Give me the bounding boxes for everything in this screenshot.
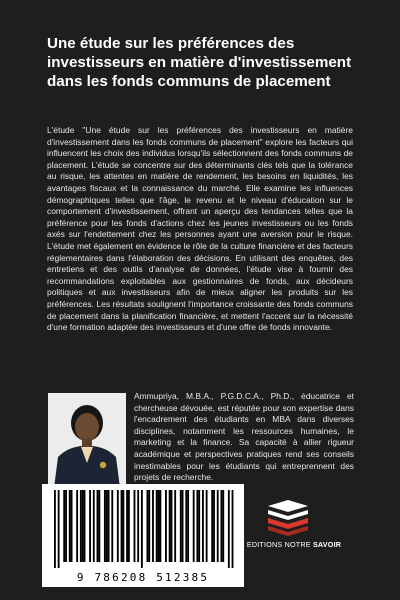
barcode-bar bbox=[71, 490, 73, 562]
barcode-bar bbox=[185, 490, 187, 562]
barcode-bar bbox=[165, 490, 167, 562]
barcode-bar bbox=[126, 490, 128, 562]
author-bio: Ammupriya, M.B.A., P.G.D.C.A., Ph.D., éducatrice et chercheuse dévouée, est réputée pour son expertise dans l'encadrement des étudiants en MBA dans diverses disciplines, notamment les ressources humaines, le marketing et la finance. Sa capacité à allier rigueur académique et perspectives pratiques rend ses conseils inestimables pour les étudiants qui entreprennent des projets de recherche. bbox=[134, 391, 354, 483]
barcode-bar bbox=[193, 490, 195, 562]
author-photo bbox=[48, 393, 126, 488]
barcode-bar bbox=[158, 490, 160, 562]
barcode-bar bbox=[222, 490, 224, 562]
barcode-icon bbox=[42, 484, 244, 568]
barcode-bar bbox=[137, 490, 139, 562]
barcode-bar bbox=[232, 490, 234, 568]
barcode-bar bbox=[93, 490, 95, 562]
barcode-bar bbox=[206, 490, 208, 562]
barcode-bar bbox=[134, 490, 136, 562]
barcode-bar bbox=[65, 490, 67, 562]
barcode-bar bbox=[198, 490, 200, 562]
barcode-bar bbox=[58, 490, 60, 568]
barcode-bar bbox=[180, 490, 182, 562]
barcode-bar bbox=[121, 490, 123, 562]
barcode-bar bbox=[152, 490, 154, 562]
barcode-bar bbox=[148, 490, 150, 562]
barcode-bar bbox=[80, 490, 82, 562]
barcode-bar bbox=[63, 490, 65, 562]
barcode-bar bbox=[117, 490, 119, 562]
isbn-barcode bbox=[42, 484, 244, 587]
barcode-bar bbox=[156, 490, 158, 562]
barcode-bar bbox=[174, 490, 176, 562]
barcode-bar bbox=[147, 490, 149, 562]
barcode-bar bbox=[108, 490, 110, 562]
barcode-bar bbox=[106, 490, 108, 562]
publisher-prefix: EDITIONS NOTRE bbox=[246, 540, 311, 549]
publisher-name bbox=[244, 540, 344, 549]
barcode-bar bbox=[97, 490, 99, 562]
barcode-bar bbox=[111, 490, 113, 562]
barcode-bar bbox=[98, 490, 100, 562]
barcode-bar bbox=[196, 490, 198, 562]
publisher-brand: SAVOIR bbox=[312, 540, 342, 549]
barcode-bar bbox=[187, 490, 189, 562]
barcode-bar bbox=[211, 490, 213, 562]
barcode-bar bbox=[89, 490, 91, 562]
barcode-bar bbox=[202, 490, 204, 562]
barcode-bar bbox=[169, 490, 171, 562]
barcode-bar bbox=[84, 490, 86, 562]
barcode-bar bbox=[228, 490, 230, 568]
barcode-bar bbox=[213, 490, 215, 562]
barcode-bar bbox=[54, 490, 56, 568]
barcode-bar bbox=[182, 490, 184, 562]
barcode-bar bbox=[128, 490, 130, 562]
isbn-number: 9 786208 512385 bbox=[76, 571, 210, 584]
author-portrait-icon bbox=[48, 393, 126, 488]
book-summary: L'étude "Une étude sur les préférences des investisseurs en matière d'investissement dans les fonds communs de placement" explore les facteurs qui influencent les choix des individus lorsqu'ils sélectionnent des fonds communs de placement. L'étude se concentre sur des déterminants clés tels que la tolérance au risque, les attentes en matière de rendement, les besoins en liquidités, les avantages fiscaux et la connaissance du marché. Elle examine les influences démographiques telles que l'âge, le revenu et le niveau d'éducation sur le comportement d'investissement, offrant un aperçu des tendances telles que la préférence pour les fonds d'actions chez les jeunes investisseurs ou les fonds axés sur l'endettement chez les personnes ayant une aversion pour le risque. L'étude met également en évidence le rôle de la culture financière et des facteurs réglementaires dans l'élaboration des décisions. En utilisant des enquêtes, des entretiens et des outils d'analyse de données, l'étude vise à fournir des recommandations exploitables aux gestionnaires de fonds, aux décideurs politiques et aux investisseurs afin de mieux aligner les produits sur les préférences. Les résultats soulignent l'importance croissante des fonds communs de placement dans la planification financière, et mettent l'accent sur la nécessité d'une formation adaptée des investisseurs et d'une offre de fonds innovante. bbox=[47, 125, 353, 333]
barcode-bar bbox=[141, 490, 143, 568]
barcode-bar bbox=[69, 490, 71, 562]
barcode-bar bbox=[171, 490, 173, 562]
book-title: Une étude sur les préférences des investisseurs en matière d'investissement dans les fonds communs de placement bbox=[47, 35, 352, 90]
barcode-bar bbox=[217, 490, 219, 562]
barcode-bar bbox=[122, 490, 124, 562]
barcode-bar bbox=[159, 490, 161, 562]
barcode-bar bbox=[82, 490, 84, 562]
publisher-logo-icon bbox=[262, 498, 314, 536]
barcode-bar bbox=[76, 490, 78, 562]
barcode-bar bbox=[104, 490, 106, 562]
barcode-bar bbox=[221, 490, 223, 562]
